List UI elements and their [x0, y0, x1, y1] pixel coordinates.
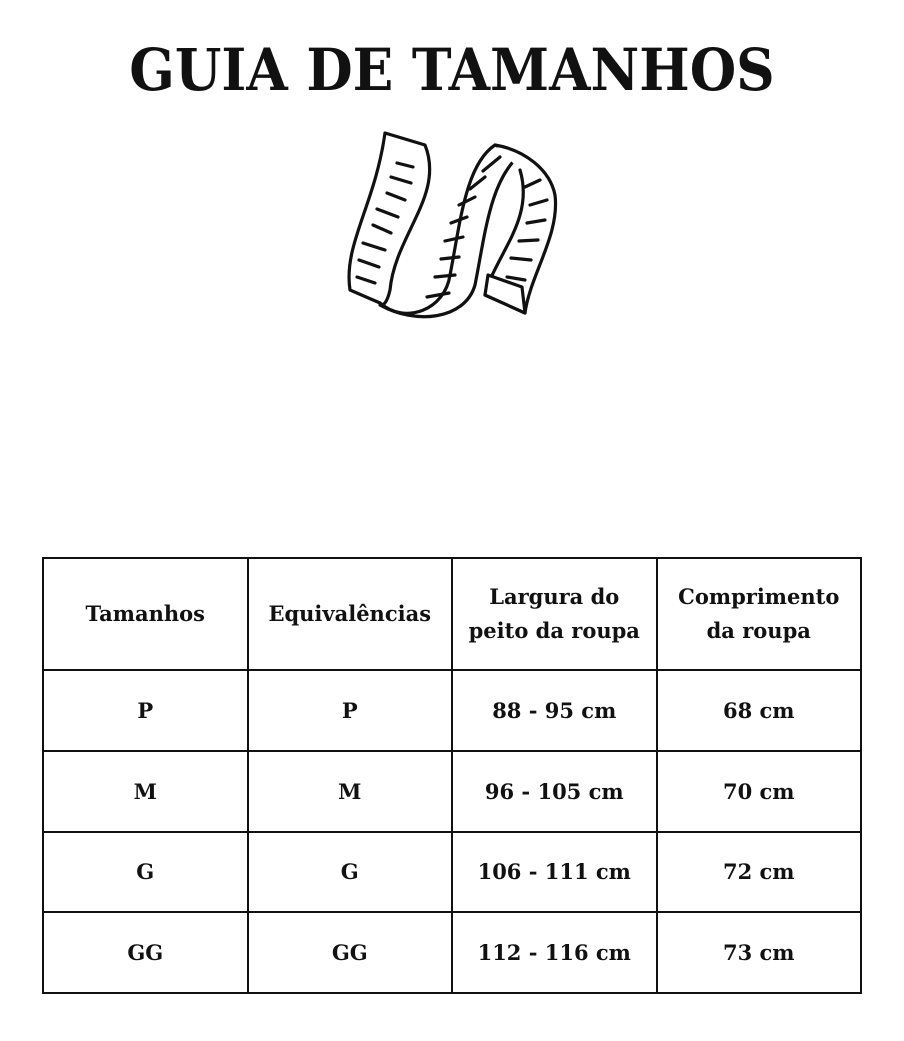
cell-equivalencia: P	[248, 670, 453, 751]
cell-comprimento: 70 cm	[657, 751, 862, 832]
header-line: da roupa	[706, 618, 811, 643]
cell-tamanho: M	[43, 751, 248, 832]
table-header-row	[43, 558, 861, 670]
header-tamanhos	[43, 558, 248, 670]
cell-tamanho: GG	[43, 912, 248, 993]
page-title: GUIA DE TAMANHOS	[129, 36, 775, 104]
header-comprimento	[657, 558, 862, 670]
measuring-tape-icon	[335, 125, 570, 325]
cell-equivalencia: M	[248, 751, 453, 832]
header-line: Equivalências	[268, 601, 432, 626]
cell-tamanho: P	[43, 670, 248, 751]
cell-largura: 96 - 105 cm	[452, 751, 657, 832]
cell-largura: 88 - 95 cm	[452, 670, 657, 751]
cell-equivalencia: G	[248, 832, 453, 913]
size-chart-table	[42, 557, 862, 994]
header-line: Tamanhos	[85, 601, 205, 626]
cell-comprimento: 68 cm	[657, 670, 862, 751]
header-line: Largura do	[489, 584, 620, 609]
cell-comprimento: 73 cm	[657, 912, 862, 993]
cell-largura: 106 - 111 cm	[452, 832, 657, 913]
cell-comprimento: 72 cm	[657, 832, 862, 913]
table-row	[43, 912, 861, 993]
cell-largura: 112 - 116 cm	[452, 912, 657, 993]
header-line: peito da roupa	[468, 618, 640, 643]
header-largura-peito	[452, 558, 657, 670]
cell-tamanho: G	[43, 832, 248, 913]
header-line: Comprimento	[678, 584, 840, 609]
cell-equivalencia: GG	[248, 912, 453, 993]
table-row	[43, 751, 861, 832]
table-row	[43, 832, 861, 913]
header-equivalencias	[248, 558, 453, 670]
table-row	[43, 670, 861, 751]
